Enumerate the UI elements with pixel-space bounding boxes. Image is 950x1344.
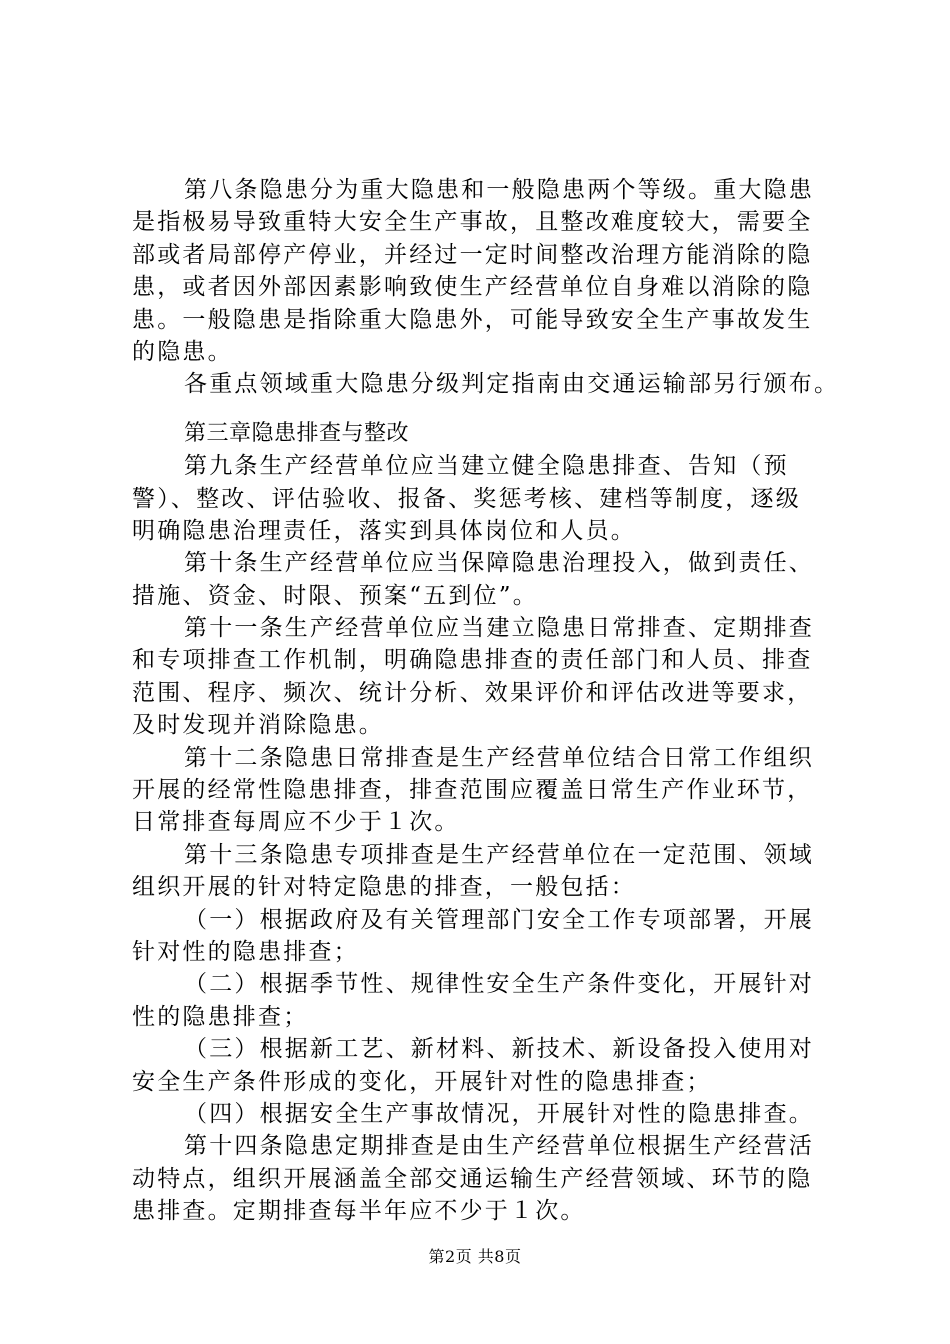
list-item-3-line: （三）根据新工艺、新材料、新技术、新设备投入使用对: [184, 1036, 814, 1063]
paragraph-article-10-line: 措施、资金、时限、预案“五到位”。: [132, 582, 538, 609]
paragraph-article-14-line: 第十四条隐患定期排查是由生产经营单位根据生产经营活: [184, 1133, 814, 1160]
paragraph-article-9-line: 警）、整改、评估验收、报备、奖惩考核、建档等制度，逐级: [132, 485, 801, 512]
paragraph-article-12-line: 开展的经常性隐患排查，排查范围应覆盖日常生产作业环节，: [132, 777, 813, 804]
list-item-3-line: 安全生产条件形成的变化，开展针对性的隐患排查；: [132, 1068, 712, 1095]
list-item-4-line: （四）根据安全生产事故情况，开展针对性的隐患排查。: [184, 1100, 814, 1127]
document-body: [132, 174, 840, 1228]
section-spacer: [132, 401, 832, 418]
paragraph-article-12-line: 日常排查每周应不少于１次。: [132, 809, 460, 836]
paragraph-guideline-note: 各重点领域重大隐患分级判定指南由交通运输部另行颁布。: [184, 371, 840, 398]
page-number-footer: 第2页 共8页: [428, 1247, 522, 1266]
paragraph-article-11-line: 及时发现并消除隐患。: [132, 712, 384, 739]
paragraph-article-10-line: 第十条生产经营单位应当保障隐患治理投入，做到责任、: [184, 550, 814, 577]
paragraph-article-13-line: 第十三条隐患专项排查是生产经营单位在一定范围、领域: [184, 841, 814, 868]
paragraph-article-12-line: 第十二条隐患日常排查是生产经营单位结合日常工作组织: [184, 744, 814, 771]
paragraph-article-11-line: 和专项排查工作机制，明确隐患排查的责任部门和人员、排查: [132, 647, 813, 674]
list-item-1-line: （一）根据政府及有关管理部门安全工作专项部署，开展: [184, 906, 814, 933]
list-item-2-line: 性的隐患排查；: [132, 1003, 309, 1030]
paragraph-article-11-line: 第十一条生产经营单位应当建立隐患日常排查、定期排查: [184, 615, 814, 642]
list-item-2-line: （二）根据季节性、规律性安全生产条件变化，开展针对: [184, 971, 814, 998]
paragraph-article-9-line: 明确隐患治理责任，落实到具体岗位和人员。: [132, 517, 636, 544]
paragraph-article-8-line: 患。一般隐患是指除重大隐患外，可能导致安全生产事故发生: [132, 306, 813, 333]
paragraph-article-11-line: 范围、程序、频次、统计分析、效果评价和评估改进等要求，: [132, 679, 813, 706]
paragraph-article-8-line: 部或者局部停产停业，并经过一定时间整改治理方能消除的隐: [132, 241, 813, 268]
paragraph-article-9-line: 第九条生产经营单位应当建立健全隐患排查、告知（预: [184, 453, 789, 480]
paragraph-article-8-line: 的隐患。: [132, 338, 233, 365]
chapter-heading: 第三章隐患排查与整改: [184, 420, 410, 446]
paragraph-article-13-line: 组织开展的针对特定隐患的排查，一般包括：: [132, 874, 636, 901]
paragraph-article-8-line: 是指极易导致重特大安全生产事故，且整改难度较大，需要全: [132, 209, 813, 236]
paragraph-article-8-line: 患，或者因外部因素影响致使生产经营单位自身难以消除的隐: [132, 274, 813, 301]
paragraph-article-14-line: 患排查。定期排查每半年应不少于１次。: [132, 1198, 586, 1225]
list-item-1-line: 针对性的隐患排查；: [132, 938, 359, 965]
paragraph-article-8-line: 第八条隐患分为重大隐患和一般隐患两个等级。重大隐患: [184, 177, 814, 203]
paragraph-article-14-line: 动特点，组织开展涵盖全部交通运输生产经营领域、环节的隐: [132, 1165, 813, 1192]
